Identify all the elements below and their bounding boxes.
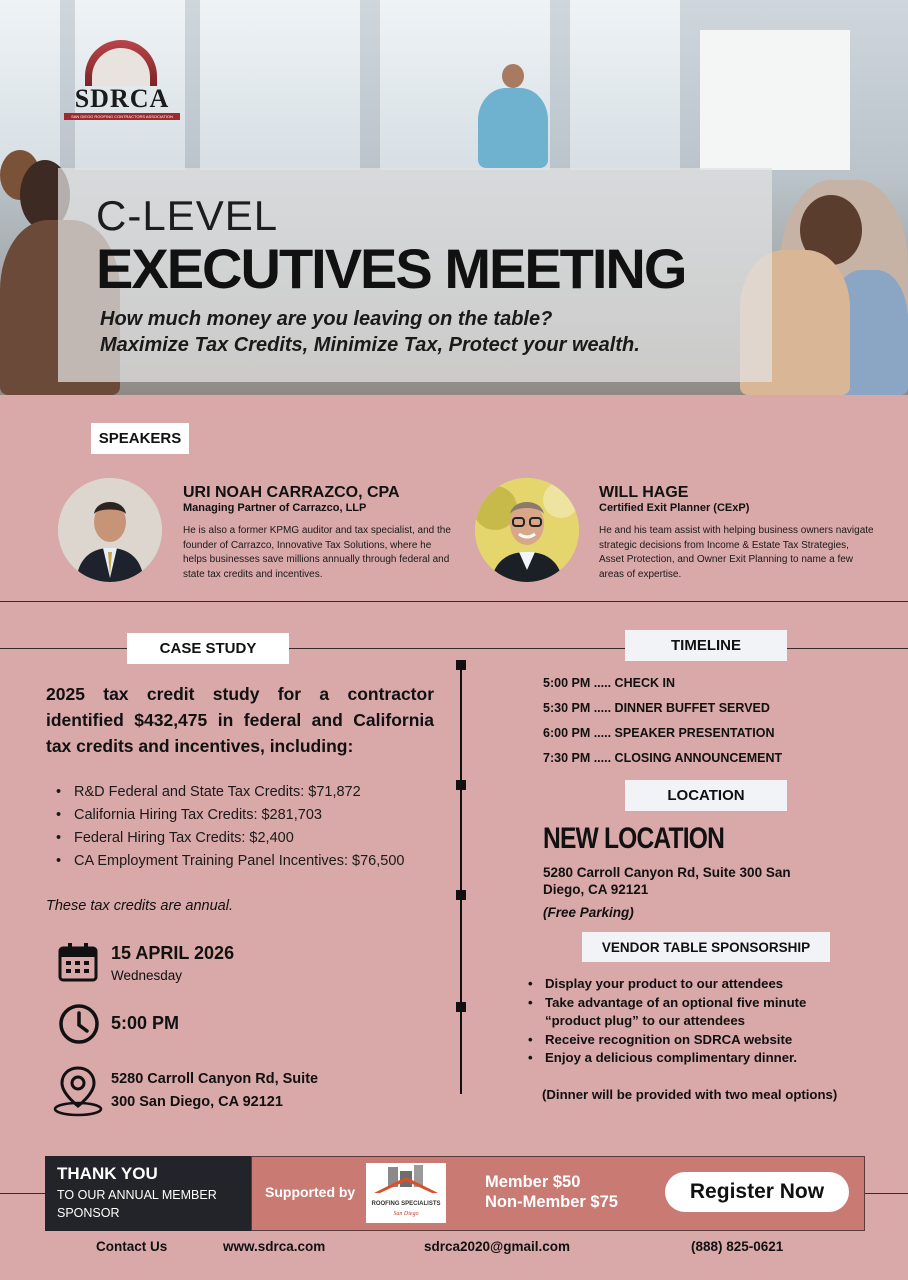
divider <box>0 1193 45 1194</box>
speaker-bio: He and his team assist with helping business owners navigate strategic decisions from Income & Estate Tax Strategies, Asset Protection, and Owner Exit Planning to name a few areas of expertise. <box>599 525 874 580</box>
thank-you-box: THANK YOU TO OUR ANNUAL MEMBER SPONSOR <box>45 1156 252 1231</box>
timeline-row: 6:00 PM ..... SPEAKER PRESENTATION <box>543 726 775 740</box>
register-now-button[interactable]: Register Now <box>665 1172 849 1212</box>
speaker-photo-hage <box>475 478 579 582</box>
divider-marker <box>456 1002 466 1012</box>
pricing: Member $50 Non-Member $75 <box>485 1173 618 1211</box>
location-heading: LOCATION <box>625 780 787 811</box>
parking-note: (Free Parking) <box>543 905 634 920</box>
list-item: • California Hiring Tax Credits: $281,703 <box>56 804 404 827</box>
case-study-lead: 2025 tax credit study for a contractor identified $432,475 in federal and California tax credits and incentives, including: <box>46 684 434 756</box>
projection-screen <box>700 30 850 170</box>
list-item: • R&D Federal and State Tax Credits: $71,872 <box>56 781 404 804</box>
location-pin-icon <box>52 1064 104 1118</box>
divider-marker <box>456 660 466 670</box>
dinner-note: (Dinner will be provided with two meal options) <box>542 1087 838 1102</box>
tagline: How much money are you leaving on the table? Maximize Tax Credits, Minimize Tax, Protect your wealth. <box>100 308 640 356</box>
list-item: • Take advantage of an optional five minute “product plug” to our attendees <box>528 994 828 1031</box>
window <box>200 0 360 170</box>
event-date: 15 APRIL 2026 <box>111 943 235 963</box>
divider-marker <box>456 780 466 790</box>
clock-icon <box>58 1003 100 1045</box>
list-item: • Enjoy a delicious complimentary dinner. <box>528 1049 828 1068</box>
sponsor-logo <box>366 1163 446 1223</box>
event-weekday: Wednesday <box>111 968 183 983</box>
list-item: • CA Employment Training Panel Incentives: $76,500 <box>56 850 404 873</box>
speaker-role: Certified Exit Planner (CExP) <box>599 502 750 514</box>
presenter-body <box>478 88 548 168</box>
supported-by-label: Supported by <box>265 1184 356 1200</box>
timeline-row: 7:30 PM ..... CLOSING ANNOUNCEMENT <box>543 751 783 765</box>
speaker-name: WILL HAGE <box>599 484 689 501</box>
window <box>0 0 60 170</box>
case-study-heading: CASE STUDY <box>127 633 289 664</box>
divider <box>865 1193 908 1194</box>
list-item: • Federal Hiring Tax Credits: $2,400 <box>56 827 404 850</box>
window <box>570 0 680 170</box>
list-item: • Display your product to our attendees <box>528 975 828 994</box>
phone-number[interactable]: (888) 825-0621 <box>691 1239 784 1254</box>
event-time: 5:00 PM <box>111 1013 180 1033</box>
presenter-head <box>502 64 524 88</box>
case-study-note: These tax credits are annual. <box>46 898 233 914</box>
title-line1: C-LEVEL <box>96 192 279 239</box>
divider-marker <box>456 890 466 900</box>
timeline-row: 5:30 PM ..... DINNER BUFFET SERVED <box>543 701 770 715</box>
list-item: • Receive recognition on SDRCA website <box>528 1031 828 1050</box>
svg-text:San Diego: San Diego <box>393 1211 419 1217</box>
divider <box>0 601 908 602</box>
contact-label: Contact Us <box>96 1239 168 1254</box>
title-line2: EXECUTIVES MEETING <box>96 237 686 300</box>
speaker-role: Managing Partner of Carrazco, LLP <box>183 502 367 514</box>
event-address: 5280 Carroll Canyon Rd, Suite 300 San Diego, CA 92121 <box>111 1071 319 1110</box>
speaker-bio: He is also a former KPMG auditor and tax specialist, and the founder of Carrazco, Innovative Tax Solutions, where he helps businesses save millions annually through federal and state tax credits and incentives. <box>183 525 451 580</box>
website-link[interactable]: www.sdrca.com <box>223 1239 326 1254</box>
vendor-heading: VENDOR TABLE SPONSORSHIP <box>582 932 830 962</box>
hero-banner <box>0 0 908 395</box>
timeline-heading: TIMELINE <box>625 630 787 661</box>
calendar-icon <box>58 942 98 982</box>
sdrca-logo: SDRCA SAN DIEGO ROOFING CONTRACTORS ASSOCIATION <box>62 40 182 122</box>
email-link[interactable]: sdrca2020@gmail.com <box>424 1239 570 1254</box>
speaker-photo-carrazco <box>58 478 162 582</box>
vendor-list <box>528 975 828 1068</box>
location-address: 5280 Carroll Canyon Rd, Suite 300 San Diego, CA 92121 <box>543 865 791 897</box>
speakers-heading: SPEAKERS <box>91 423 189 454</box>
speaker-name: URI NOAH CARRAZCO, CPA <box>183 484 400 501</box>
new-location-title: NEW LOCATION <box>543 822 725 855</box>
case-study-list <box>56 781 404 873</box>
column-divider <box>460 662 462 1094</box>
svg-text:ROOFING SPECIALISTS: ROOFING SPECIALISTS <box>371 1201 441 1207</box>
timeline-row: 5:00 PM ..... CHECK IN <box>543 676 675 690</box>
